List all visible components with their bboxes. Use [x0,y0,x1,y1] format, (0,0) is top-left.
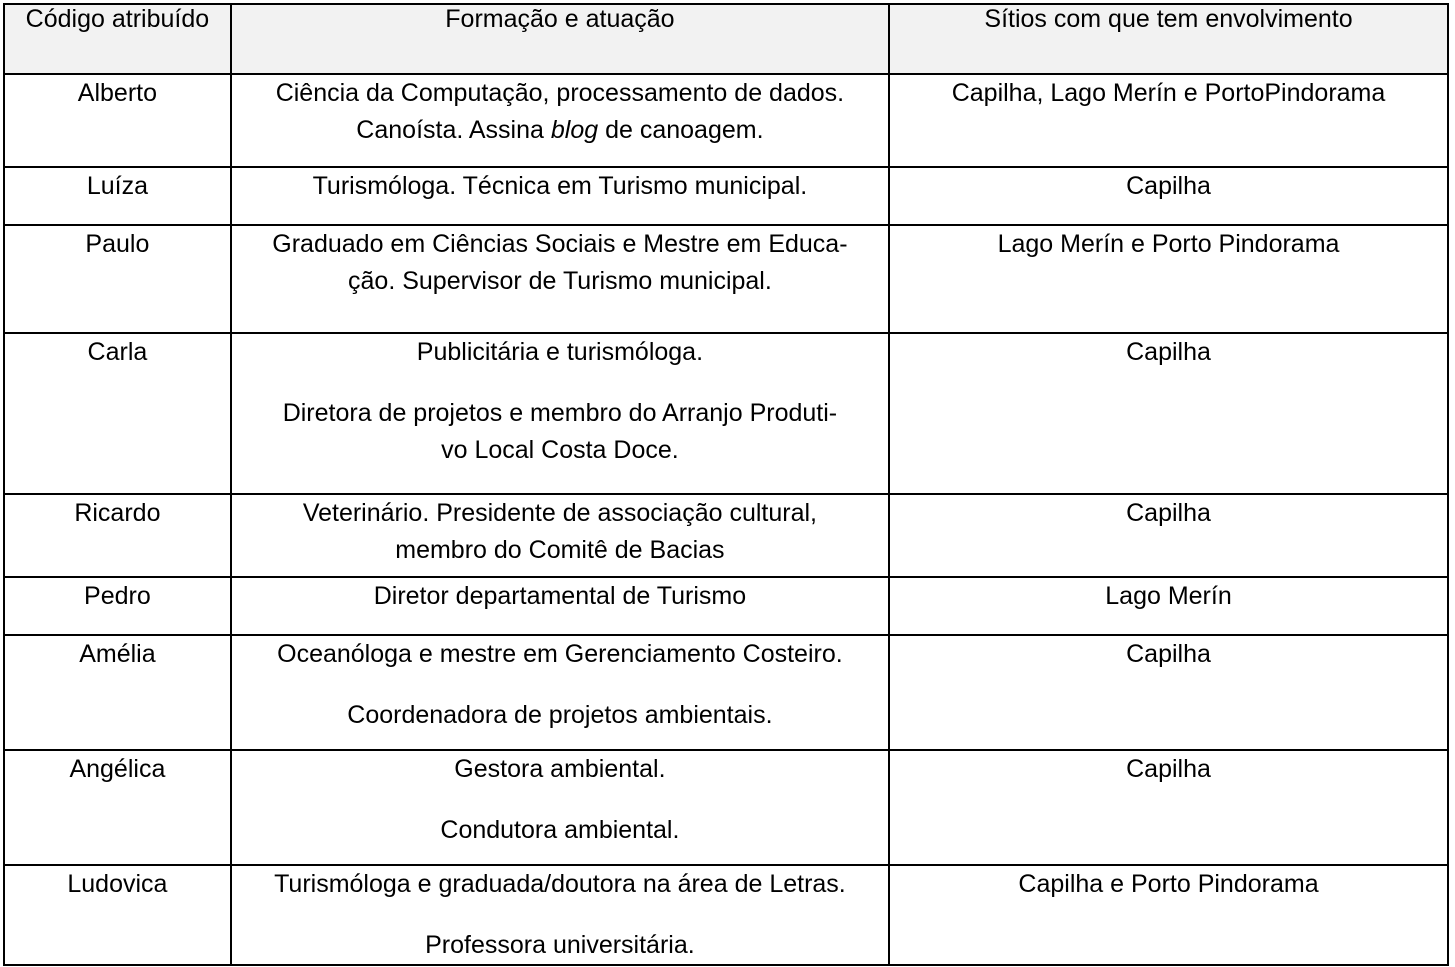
header-code: Código atribuído [4,4,231,74]
table-row [4,750,1448,865]
cell-code: Carla [4,333,231,494]
cell-sites: Capilha [889,635,1448,750]
table-row [4,333,1448,494]
formation-line: Turismóloga e graduada/doutora na área de Letras. [274,870,846,898]
formation-line: Coordenadora de projetos ambientais. [347,701,773,729]
table-row [4,865,1448,965]
cell-formation [231,167,889,225]
formation-line: Veterinário. Presidente de associação cultural, [302,499,817,527]
cell-sites: Lago Merín e Porto Pindorama [889,225,1448,333]
formation-line: Oceanóloga e mestre em Gerenciamento Costeiro. [277,640,843,668]
cell-formation [231,577,889,635]
formation-line: Ciência da Computação, processamento de dados. [275,79,845,107]
formation-paragraph [236,334,884,371]
cell-formation [231,225,889,333]
cell-code: Angélica [4,750,231,865]
cell-formation [231,750,889,865]
cell-formation [231,494,889,577]
cell-formation [231,635,889,750]
formation-line: Graduado em Ciências Sociais e Mestre em Educa- [272,230,848,258]
cell-sites: Lago Merín [889,577,1448,635]
table-row [4,635,1448,750]
formation-paragraph [236,927,884,964]
cell-code: Amélia [4,635,231,750]
formation-paragraph [236,578,884,615]
formation-paragraph [236,812,884,849]
table-body [4,74,1448,965]
cell-sites: Capilha [889,494,1448,577]
formation-line: Diretor departamental de Turismo [373,582,747,610]
formation-line: Professora universitária. [425,931,695,959]
cell-code: Alberto [4,74,231,167]
formation-paragraph [236,697,884,734]
cell-sites: Capilha, Lago Merín e PortoPindorama [889,74,1448,167]
header-row [4,4,1448,74]
cell-code: Pedro [4,577,231,635]
cell-code: Luíza [4,167,231,225]
table-row [4,225,1448,333]
formation-line: Gestora ambiental. [454,755,666,783]
cell-code: Paulo [4,225,231,333]
formation-line: Turismóloga. Técnica em Turismo municipal. [312,172,808,200]
cell-code: Ludovica [4,865,231,965]
formation-paragraph [236,75,884,149]
cell-sites: Capilha [889,750,1448,865]
formation-paragraph [236,495,884,569]
formation-paragraph [236,751,884,788]
table-row [4,494,1448,577]
table-row [4,577,1448,635]
formation-line: ção. Supervisor de Turismo municipal. [348,267,772,295]
formation-paragraph [236,636,884,673]
table-row [4,74,1448,167]
formation-line: Diretora de projetos e membro do Arranjo Produti- [282,399,838,427]
formation-line: Condutora ambiental. [440,816,680,844]
formation-line: vo Local Costa Doce. [441,436,679,464]
cell-sites: Capilha [889,167,1448,225]
participants-table [3,3,1449,966]
formation-line: Publicitária e turismóloga. [416,338,704,366]
cell-formation [231,74,889,167]
cell-sites: Capilha [889,333,1448,494]
formation-line: Canoísta. Assina blog de canoagem. [356,116,764,144]
header-sites: Sítios com que tem envolvimento [889,4,1448,74]
header-formation: Formação e atuação [231,4,889,74]
formation-line: membro do Comitê de Bacias [395,536,725,564]
table-header [4,4,1448,74]
cell-formation [231,865,889,965]
cell-code: Ricardo [4,494,231,577]
table-row [4,167,1448,225]
formation-paragraph [236,226,884,300]
formation-paragraph [236,168,884,205]
formation-paragraph [236,395,884,469]
formation-paragraph [236,866,884,903]
cell-formation [231,333,889,494]
cell-sites: Capilha e Porto Pindorama [889,865,1448,965]
